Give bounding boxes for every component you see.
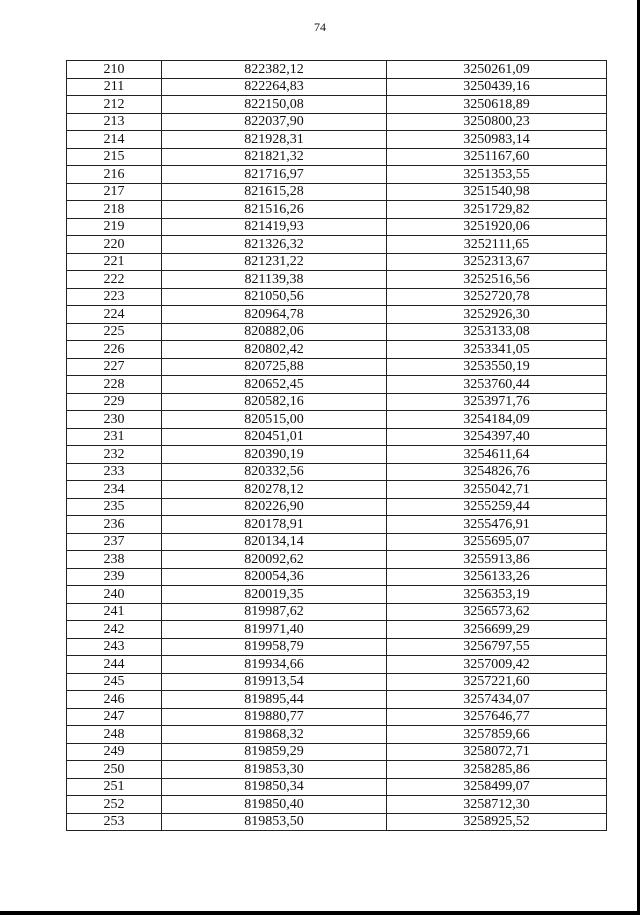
table-row: [67, 131, 607, 149]
table-row: [67, 481, 607, 499]
x-coordinate-cell: 820178,91: [162, 516, 387, 534]
y-coordinate-cell: 3252111,65: [387, 236, 607, 254]
table-row: [67, 201, 607, 219]
table-row: [67, 113, 607, 131]
table-row: [67, 498, 607, 516]
y-coordinate-cell: 3253341,05: [387, 341, 607, 359]
point-number-cell: 221: [67, 253, 162, 271]
x-coordinate-cell: 819850,34: [162, 778, 387, 796]
y-coordinate-cell: 3251920,06: [387, 218, 607, 236]
x-coordinate-cell: 821326,32: [162, 236, 387, 254]
point-number-cell: 232: [67, 446, 162, 464]
x-coordinate-cell: 820582,16: [162, 393, 387, 411]
y-coordinate-cell: 3258285,86: [387, 761, 607, 779]
point-number-cell: 242: [67, 621, 162, 639]
y-coordinate-cell: 3256699,29: [387, 621, 607, 639]
point-number-cell: 247: [67, 708, 162, 726]
point-number-cell: 239: [67, 568, 162, 586]
point-number-cell: 211: [67, 78, 162, 96]
table-row: [67, 761, 607, 779]
point-number-cell: 214: [67, 131, 162, 149]
table-row: [67, 271, 607, 289]
x-coordinate-cell: 821716,97: [162, 166, 387, 184]
x-coordinate-cell: 821928,31: [162, 131, 387, 149]
x-coordinate-cell: 821419,93: [162, 218, 387, 236]
table-row: [67, 708, 607, 726]
y-coordinate-cell: 3252926,30: [387, 306, 607, 324]
x-coordinate-cell: 821139,38: [162, 271, 387, 289]
y-coordinate-cell: 3254611,64: [387, 446, 607, 464]
x-coordinate-cell: 819971,40: [162, 621, 387, 639]
point-number-cell: 212: [67, 96, 162, 114]
x-coordinate-cell: 820882,06: [162, 323, 387, 341]
x-coordinate-cell: 822150,08: [162, 96, 387, 114]
point-number-cell: 248: [67, 726, 162, 744]
table-row: [67, 323, 607, 341]
x-coordinate-cell: 819868,32: [162, 726, 387, 744]
table-row: [67, 253, 607, 271]
point-number-cell: 238: [67, 551, 162, 569]
table-row: [67, 446, 607, 464]
point-number-cell: 213: [67, 113, 162, 131]
x-coordinate-cell: 821231,22: [162, 253, 387, 271]
table-row: [67, 166, 607, 184]
y-coordinate-cell: 3251729,82: [387, 201, 607, 219]
y-coordinate-cell: 3255695,07: [387, 533, 607, 551]
y-coordinate-cell: 3258712,30: [387, 796, 607, 814]
table-row: [67, 376, 607, 394]
y-coordinate-cell: 3257646,77: [387, 708, 607, 726]
y-coordinate-cell: 3253760,44: [387, 376, 607, 394]
x-coordinate-cell: 820451,01: [162, 428, 387, 446]
point-number-cell: 228: [67, 376, 162, 394]
point-number-cell: 240: [67, 586, 162, 604]
point-number-cell: 241: [67, 603, 162, 621]
table-row: [67, 813, 607, 831]
point-number-cell: 230: [67, 411, 162, 429]
x-coordinate-cell: 821615,28: [162, 183, 387, 201]
y-coordinate-cell: 3252313,67: [387, 253, 607, 271]
x-coordinate-cell: 819895,44: [162, 691, 387, 709]
y-coordinate-cell: 3258499,07: [387, 778, 607, 796]
point-number-cell: 244: [67, 656, 162, 674]
y-coordinate-cell: 3252720,78: [387, 288, 607, 306]
y-coordinate-cell: 3255476,91: [387, 516, 607, 534]
table-row: [67, 603, 607, 621]
y-coordinate-cell: 3257221,60: [387, 673, 607, 691]
table-row: [67, 743, 607, 761]
y-coordinate-cell: 3254397,40: [387, 428, 607, 446]
y-coordinate-cell: 3250618,89: [387, 96, 607, 114]
y-coordinate-cell: 3255913,86: [387, 551, 607, 569]
table-row: [67, 621, 607, 639]
point-number-cell: 218: [67, 201, 162, 219]
y-coordinate-cell: 3251540,98: [387, 183, 607, 201]
y-coordinate-cell: 3257434,07: [387, 691, 607, 709]
point-number-cell: 224: [67, 306, 162, 324]
point-number-cell: 222: [67, 271, 162, 289]
point-number-cell: 243: [67, 638, 162, 656]
x-coordinate-cell: 820725,88: [162, 358, 387, 376]
table-row: [67, 551, 607, 569]
point-number-cell: 223: [67, 288, 162, 306]
y-coordinate-cell: 3255259,44: [387, 498, 607, 516]
x-coordinate-cell: 819853,30: [162, 761, 387, 779]
table-row: [67, 463, 607, 481]
x-coordinate-cell: 819880,77: [162, 708, 387, 726]
x-coordinate-cell: 819913,54: [162, 673, 387, 691]
y-coordinate-cell: 3253550,19: [387, 358, 607, 376]
coordinates-table-body: [67, 61, 607, 831]
x-coordinate-cell: 819859,29: [162, 743, 387, 761]
y-coordinate-cell: 3258072,71: [387, 743, 607, 761]
y-coordinate-cell: 3257859,66: [387, 726, 607, 744]
y-coordinate-cell: 3250261,09: [387, 61, 607, 79]
point-number-cell: 215: [67, 148, 162, 166]
y-coordinate-cell: 3251167,60: [387, 148, 607, 166]
y-coordinate-cell: 3253971,76: [387, 393, 607, 411]
point-number-cell: 251: [67, 778, 162, 796]
point-number-cell: 250: [67, 761, 162, 779]
point-number-cell: 246: [67, 691, 162, 709]
table-row: [67, 288, 607, 306]
x-coordinate-cell: 820964,78: [162, 306, 387, 324]
point-number-cell: 220: [67, 236, 162, 254]
table-row: [67, 306, 607, 324]
y-coordinate-cell: 3250800,23: [387, 113, 607, 131]
table-row: [67, 411, 607, 429]
point-number-cell: 252: [67, 796, 162, 814]
point-number-cell: 229: [67, 393, 162, 411]
table-row: [67, 568, 607, 586]
point-number-cell: 217: [67, 183, 162, 201]
table-row: [67, 796, 607, 814]
coordinates-table: [66, 60, 607, 831]
point-number-cell: 249: [67, 743, 162, 761]
x-coordinate-cell: 820134,14: [162, 533, 387, 551]
y-coordinate-cell: 3250439,16: [387, 78, 607, 96]
y-coordinate-cell: 3256797,55: [387, 638, 607, 656]
point-number-cell: 231: [67, 428, 162, 446]
x-coordinate-cell: 820278,12: [162, 481, 387, 499]
point-number-cell: 226: [67, 341, 162, 359]
point-number-cell: 245: [67, 673, 162, 691]
point-number-cell: 233: [67, 463, 162, 481]
y-coordinate-cell: 3253133,08: [387, 323, 607, 341]
x-coordinate-cell: 819850,40: [162, 796, 387, 814]
table-row: [67, 533, 607, 551]
y-coordinate-cell: 3256353,19: [387, 586, 607, 604]
x-coordinate-cell: 820092,62: [162, 551, 387, 569]
table-row: [67, 428, 607, 446]
y-coordinate-cell: 3254184,09: [387, 411, 607, 429]
table-row: [67, 656, 607, 674]
page-number: 74: [314, 20, 326, 34]
y-coordinate-cell: 3254826,76: [387, 463, 607, 481]
x-coordinate-cell: 819958,79: [162, 638, 387, 656]
x-coordinate-cell: 821516,26: [162, 201, 387, 219]
x-coordinate-cell: 820332,56: [162, 463, 387, 481]
table-row: [67, 218, 607, 236]
x-coordinate-cell: 821821,32: [162, 148, 387, 166]
table-row: [67, 691, 607, 709]
table-row: [67, 638, 607, 656]
point-number-cell: 225: [67, 323, 162, 341]
table-row: [67, 78, 607, 96]
x-coordinate-cell: 820390,19: [162, 446, 387, 464]
point-number-cell: 219: [67, 218, 162, 236]
x-coordinate-cell: 822264,83: [162, 78, 387, 96]
table-row: [67, 341, 607, 359]
table-row: [67, 778, 607, 796]
y-coordinate-cell: 3258925,52: [387, 813, 607, 831]
table-row: [67, 96, 607, 114]
x-coordinate-cell: 819987,62: [162, 603, 387, 621]
table-row: [67, 61, 607, 79]
table-row: [67, 673, 607, 691]
point-number-cell: 210: [67, 61, 162, 79]
x-coordinate-cell: 820802,42: [162, 341, 387, 359]
y-coordinate-cell: 3256573,62: [387, 603, 607, 621]
x-coordinate-cell: 822382,12: [162, 61, 387, 79]
point-number-cell: 236: [67, 516, 162, 534]
point-number-cell: 216: [67, 166, 162, 184]
x-coordinate-cell: 820226,90: [162, 498, 387, 516]
x-coordinate-cell: 822037,90: [162, 113, 387, 131]
x-coordinate-cell: 820515,00: [162, 411, 387, 429]
y-coordinate-cell: 3257009,42: [387, 656, 607, 674]
x-coordinate-cell: 819934,66: [162, 656, 387, 674]
table-row: [67, 586, 607, 604]
point-number-cell: 235: [67, 498, 162, 516]
table-row: [67, 183, 607, 201]
x-coordinate-cell: 820054,36: [162, 568, 387, 586]
scan-edge-bottom: [0, 911, 640, 915]
x-coordinate-cell: 820652,45: [162, 376, 387, 394]
point-number-cell: 227: [67, 358, 162, 376]
y-coordinate-cell: 3256133,26: [387, 568, 607, 586]
y-coordinate-cell: 3255042,71: [387, 481, 607, 499]
x-coordinate-cell: 821050,56: [162, 288, 387, 306]
point-number-cell: 253: [67, 813, 162, 831]
table-row: [67, 726, 607, 744]
table-row: [67, 236, 607, 254]
y-coordinate-cell: 3250983,14: [387, 131, 607, 149]
table-row: [67, 393, 607, 411]
y-coordinate-cell: 3252516,56: [387, 271, 607, 289]
point-number-cell: 237: [67, 533, 162, 551]
point-number-cell: 234: [67, 481, 162, 499]
x-coordinate-cell: 819853,50: [162, 813, 387, 831]
table-row: [67, 358, 607, 376]
table-row: [67, 148, 607, 166]
y-coordinate-cell: 3251353,55: [387, 166, 607, 184]
table-row: [67, 516, 607, 534]
x-coordinate-cell: 820019,35: [162, 586, 387, 604]
